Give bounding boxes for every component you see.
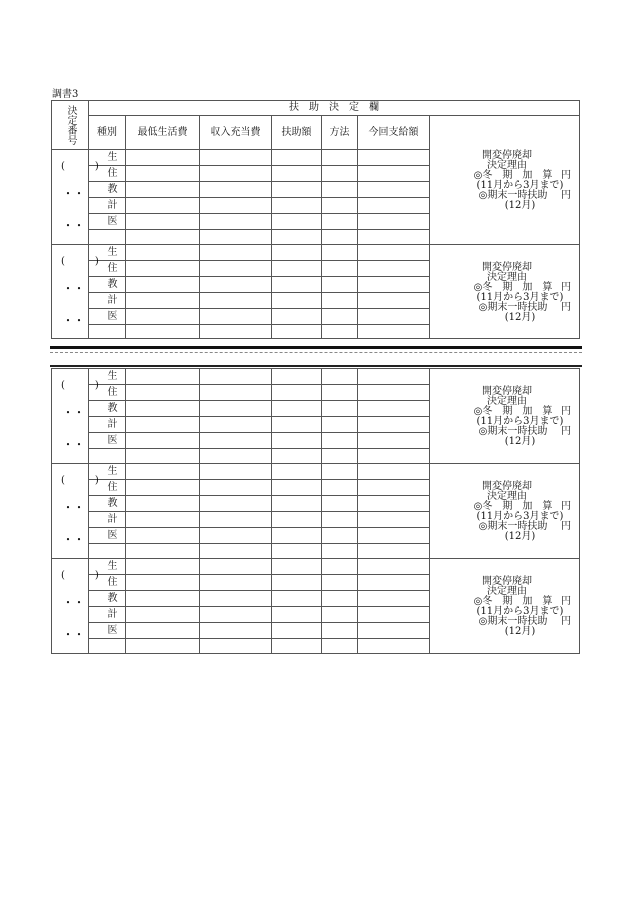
form-cell[interactable] [358,214,430,230]
form-cell[interactable] [272,623,322,639]
form-cell[interactable] [272,449,322,464]
form-cell[interactable] [200,575,272,591]
form-cell[interactable] [126,309,200,325]
form-cell[interactable] [322,591,358,607]
form-cell[interactable] [322,214,358,230]
form-cell[interactable] [200,369,272,385]
form-cell[interactable] [126,417,200,433]
form-cell[interactable] [358,150,430,166]
form-cell[interactable] [200,309,272,325]
col-payment: 今回支給額 [358,116,430,150]
form-cell[interactable] [358,528,430,544]
form-cell[interactable] [272,325,322,339]
form-cell[interactable] [322,575,358,591]
form-cell[interactable] [322,245,358,261]
form-cell[interactable] [322,385,358,401]
form-cell[interactable] [126,623,200,639]
assistance-decision-table-bottom [51,368,580,654]
form-cell[interactable] [200,150,272,166]
form-cell[interactable] [322,528,358,544]
form-cell[interactable] [358,401,430,417]
form-cell: 生 [89,464,126,480]
kind-medical: 医 [89,214,126,230]
form-cell[interactable] [272,293,322,309]
assistance-decision-table-top [51,100,580,339]
form-cell[interactable] [126,230,200,245]
form-cell[interactable] [126,245,200,261]
form-cell[interactable] [358,293,430,309]
form-cell[interactable] [358,385,430,401]
decision-reason: 開変停廃却 決定理由 ◎冬 期 加 算 円 (11月から3月まで) ◎期末一時扶助 円 (12月) [430,245,580,339]
form-cell[interactable] [322,230,358,245]
form-cell[interactable] [358,496,430,512]
form-cell[interactable] [126,464,200,480]
form-cell[interactable] [322,464,358,480]
form-cell: 住 [89,261,126,277]
form-cell[interactable] [322,325,358,339]
decision-reason: 開変停廃却 決定理由 ◎冬 期 加 算 円 (11月から3月まで) ◎期末一時扶助 円 (12月) [430,464,580,559]
form-cell[interactable] [89,544,126,559]
form-cell[interactable] [358,277,430,293]
form-cell[interactable] [272,261,322,277]
kind-living: 生 [89,150,126,166]
form-cell[interactable] [272,591,322,607]
kind-housing: 住 [89,166,126,182]
kind-education: 教 [89,182,126,198]
form-cell[interactable] [322,623,358,639]
form-cell[interactable] [358,166,430,182]
form-cell[interactable] [358,575,430,591]
form-cell[interactable] [322,417,358,433]
form-cell[interactable] [126,433,200,449]
decision-reason: 開変停廃却 決定理由 ◎冬 期 加 算 円 (11月から3月まで) ◎期末一時扶助 円 (12月) [430,559,580,654]
form-cell[interactable] [200,245,272,261]
form-cell[interactable] [322,293,358,309]
form-cell[interactable] [358,417,430,433]
form-cell[interactable] [126,544,200,559]
col-amount: 扶助額 [272,116,322,150]
form-cell[interactable] [126,607,200,623]
form-cell[interactable] [200,417,272,433]
form-cell[interactable] [272,277,322,293]
form-cell[interactable] [126,575,200,591]
form-cell[interactable] [200,559,272,575]
form-cell[interactable] [272,496,322,512]
form-cell[interactable] [322,433,358,449]
form-cell: 教 [89,401,126,417]
form-cell[interactable] [126,325,200,339]
form-cell[interactable] [272,150,322,166]
form-cell[interactable] [89,230,126,245]
decision-number[interactable]: ( ) ・・ ・・ [52,559,89,654]
form-cell[interactable] [272,385,322,401]
form-cell[interactable] [358,512,430,528]
form-cell[interactable] [200,166,272,182]
form-cell[interactable] [272,433,322,449]
form-cell[interactable] [200,401,272,417]
form-cell[interactable] [200,544,272,559]
form-cell[interactable] [126,261,200,277]
form-cell[interactable] [272,245,322,261]
form-cell[interactable] [272,559,322,575]
form-cell[interactable] [200,182,272,198]
form-cell[interactable] [358,198,430,214]
form-cell: 計 [89,293,126,309]
separator-dashed [50,352,582,353]
form-cell[interactable] [322,261,358,277]
form-cell[interactable] [200,449,272,464]
form-cell[interactable] [126,591,200,607]
kind-total: 計 [89,198,126,214]
form-cell[interactable] [358,544,430,559]
form-cell[interactable] [200,639,272,654]
form-cell[interactable] [358,245,430,261]
form-cell[interactable] [322,401,358,417]
form-cell: 住 [89,480,126,496]
form-cell[interactable] [272,575,322,591]
form-cell[interactable] [358,449,430,464]
form-cell: 生 [89,245,126,261]
form-cell[interactable] [126,639,200,654]
form-cell[interactable] [272,607,322,623]
form-cell[interactable] [200,480,272,496]
form-cell[interactable] [272,464,322,480]
form-cell[interactable] [322,496,358,512]
form-cell[interactable] [126,496,200,512]
form-cell[interactable] [272,639,322,654]
form-cell[interactable] [126,293,200,309]
form-cell[interactable] [322,198,358,214]
form-cell[interactable] [322,607,358,623]
form-cell[interactable] [126,150,200,166]
form-cell[interactable] [322,544,358,559]
form-cell[interactable] [89,449,126,464]
form-cell[interactable] [200,464,272,480]
form-cell[interactable] [89,325,126,339]
form-cell[interactable] [322,182,358,198]
form-cell[interactable] [272,198,322,214]
form-cell[interactable] [200,623,272,639]
form-cell[interactable] [272,230,322,245]
form-cell[interactable] [358,591,430,607]
form-cell[interactable] [272,480,322,496]
form-cell[interactable] [272,528,322,544]
form-cell[interactable] [358,325,430,339]
form-cell: 計 [89,417,126,433]
form-cell[interactable] [322,559,358,575]
form-cell: 医 [89,623,126,639]
main-header: 扶 助 決 定 欄 [89,101,580,116]
form-cell: 医 [89,528,126,544]
form-cell[interactable] [322,277,358,293]
form-cell[interactable] [126,214,200,230]
form-cell[interactable] [126,401,200,417]
form-cell[interactable] [272,369,322,385]
col-method: 方法 [322,116,358,150]
form-cell[interactable] [358,230,430,245]
form-cell[interactable] [200,385,272,401]
form-cell: 計 [89,607,126,623]
form-cell[interactable] [272,544,322,559]
separator-thick [50,365,582,367]
form-cell[interactable] [358,623,430,639]
form-cell: 計 [89,512,126,528]
form-cell[interactable] [322,150,358,166]
form-cell[interactable] [272,417,322,433]
form-cell: 生 [89,369,126,385]
form-cell[interactable] [358,261,430,277]
form-cell[interactable] [272,182,322,198]
form-cell[interactable] [358,639,430,654]
form-cell[interactable] [126,277,200,293]
form-cell[interactable] [200,496,272,512]
form-cell: 住 [89,385,126,401]
form-cell[interactable] [358,369,430,385]
col-kind: 種別 [89,116,126,150]
form-cell[interactable] [358,433,430,449]
form-cell: 生 [89,559,126,575]
form-cell: 医 [89,433,126,449]
form-cell[interactable] [200,528,272,544]
form-cell: 教 [89,496,126,512]
form-cell[interactable] [272,512,322,528]
decision-reason: 開変停廃却 決定理由 ◎冬 期 加 算 円 (11月から3月まで) ◎期末一時扶助 円 (12月) [430,116,580,245]
decision-number-header: 決定番号 [52,101,89,150]
form-cell[interactable] [358,309,430,325]
form-cell[interactable] [126,449,200,464]
form-cell[interactable] [200,512,272,528]
form-cell: 医 [89,309,126,325]
form-cell[interactable] [322,480,358,496]
form-cell[interactable] [200,325,272,339]
form-cell[interactable] [200,198,272,214]
form-cell[interactable] [358,480,430,496]
form-cell[interactable] [126,182,200,198]
form-cell[interactable] [200,607,272,623]
decision-reason: 開変停廃却 決定理由 ◎冬 期 加 算 円 (11月から3月まで) ◎期末一時扶助 円 (12月) [430,369,580,464]
form-cell[interactable] [126,198,200,214]
col-min-living: 最低生活費 [126,116,200,150]
form-cell[interactable] [200,214,272,230]
form-cell[interactable] [272,166,322,182]
form-cell[interactable] [126,369,200,385]
document-title: 調書3 [52,89,79,100]
form-cell[interactable] [89,639,126,654]
separator-thick [50,346,582,349]
decision-number[interactable]: ( ) ・・ ・・ [52,464,89,559]
form-cell[interactable] [126,528,200,544]
form-cell[interactable] [272,401,322,417]
form-cell[interactable] [358,182,430,198]
form-cell[interactable] [358,464,430,480]
col-income: 収入充当費 [200,116,272,150]
form-cell[interactable] [322,166,358,182]
form-cell[interactable] [358,559,430,575]
form-cell[interactable] [200,433,272,449]
form-cell[interactable] [322,369,358,385]
decision-number[interactable]: ( ) ・・ ・・ [52,245,89,339]
form-cell[interactable] [272,214,322,230]
form-cell[interactable] [358,607,430,623]
form-cell[interactable] [126,166,200,182]
form-cell[interactable] [200,293,272,309]
form-cell: 住 [89,575,126,591]
decision-number[interactable]: ( ) ・・ ・・ [52,150,89,245]
decision-number[interactable]: ( ) ・・ ・・ [52,369,89,464]
form-cell[interactable] [322,639,358,654]
form-cell[interactable] [126,385,200,401]
form-cell[interactable] [322,512,358,528]
form-cell[interactable] [200,591,272,607]
form-cell: 教 [89,591,126,607]
form-cell[interactable] [200,230,272,245]
form-cell[interactable] [126,512,200,528]
form-cell[interactable] [200,277,272,293]
form-cell: 教 [89,277,126,293]
form-cell[interactable] [272,309,322,325]
form-cell[interactable] [322,309,358,325]
form-cell[interactable] [200,261,272,277]
form-cell[interactable] [322,449,358,464]
form-cell[interactable] [126,480,200,496]
form-cell[interactable] [126,559,200,575]
